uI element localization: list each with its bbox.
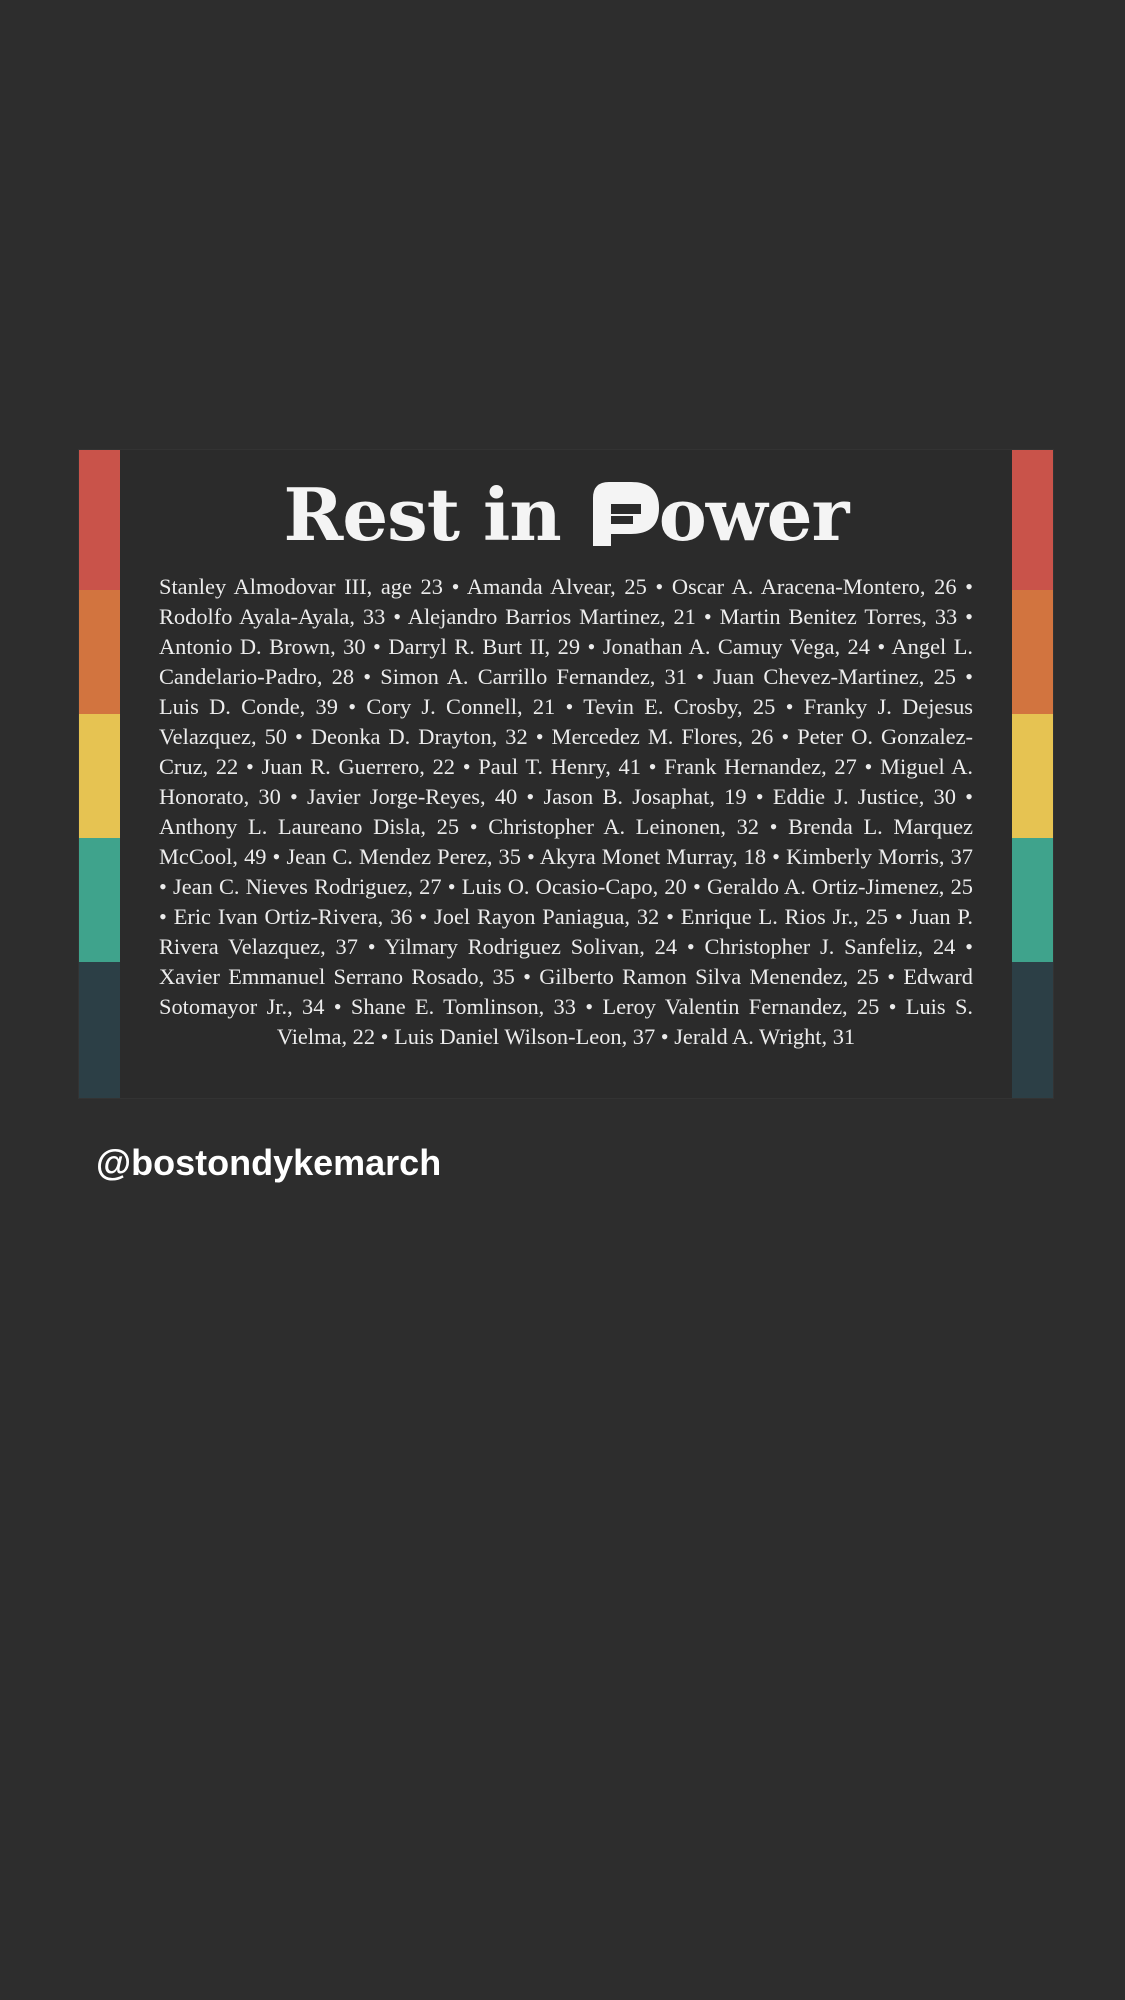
stripe-band-teal [79, 838, 120, 962]
victims-names-list: Stanley Almodovar III, age 23 • Amanda Alvear, 25 • Oscar A. Aracena-Montero, 26 • Rodolfo Ayala-Ayala, 33 • Alejandro Barrios Martinez, 21 • Martin Benitez Torres, 33 • Antonio D. Brown, 30 • Darryl R. Burt II, 29 • Jonathan A. Camuy Vega, 24 • Angel L. Candelario-Padro, 28 • Simon A. Carrillo Fernandez, 31 • Juan Chevez-Martinez, 25 • Luis D. Conde, 39 • Cory J. Connell, 21 • Tevin E. Crosby, 25 • Franky J. Dejesus Velazquez, 50 • Deonka D. Drayton, 32 • Mercedez M. Flores, 26 • Peter O. Gonzalez-Cruz, 22 • Juan R. Guerrero, 22 • Paul T. Henry, 41 • Frank Hernandez, 27 • Miguel A. Honorato, 30 • Javier Jorge-Reyes, 40 • Jason B. Josaphat, 19 • Eddie J. Justice, 30 • Anthony L. Laureano Disla, 25 • Christopher A. Leinonen, 32 • Brenda L. Marquez McCool, 49 • Jean C. Mendez Perez, 35 • Akyra Monet Murray, 18 • Kimberly Morris, 37 • Jean C. Nieves Rodriguez, 27 • Luis O. Ocasio-Capo, 20 • Geraldo A. Ortiz-Jimenez, 25 • Eric Ivan Ortiz-Rivera, 36 • Joel Rayon Paniagua, 32 • Enrique L. Rios Jr., 25 • Juan P. Rivera Velazquez, 37 • Yilmary Rodriguez Solivan, 24 • Christopher J. Sanfeliz, 24 • Xavier Emmanuel Serrano Rosado, 35 • Gilberto Ramon Silva Menendez, 25 • Edward Sotomayor Jr., 34 • Shane E. Tomlinson, 33 • Leroy Valentin Fernandez, 25 • Luis S. Vielma, 22 • Luis Daniel Wilson-Leon, 37 • Jerald A. Wright, 31 [159, 574, 973, 1049]
stripe-band-yellow [1012, 714, 1053, 838]
left-rainbow-stripe [79, 450, 120, 1098]
account-handle-mention[interactable]: @bostondykemarch [96, 1142, 442, 1183]
stripe-band-navy [1012, 962, 1053, 1098]
stripe-band-red [79, 450, 120, 590]
card-content [120, 450, 1012, 1098]
rest-in-power-title [159, 468, 973, 562]
stripe-band-orange [79, 590, 120, 714]
stripe-band-orange [1012, 590, 1053, 714]
right-rainbow-stripe [1012, 450, 1053, 1098]
stripe-band-navy [79, 962, 120, 1098]
stripe-band-red [1012, 450, 1053, 590]
memorial-card [79, 450, 1053, 1098]
title-prefix: Rest in [283, 472, 561, 557]
power-p-logo-icon [587, 480, 661, 546]
stripe-band-yellow [79, 714, 120, 838]
stripe-band-teal [1012, 838, 1053, 962]
title-suffix: ower [658, 472, 849, 557]
